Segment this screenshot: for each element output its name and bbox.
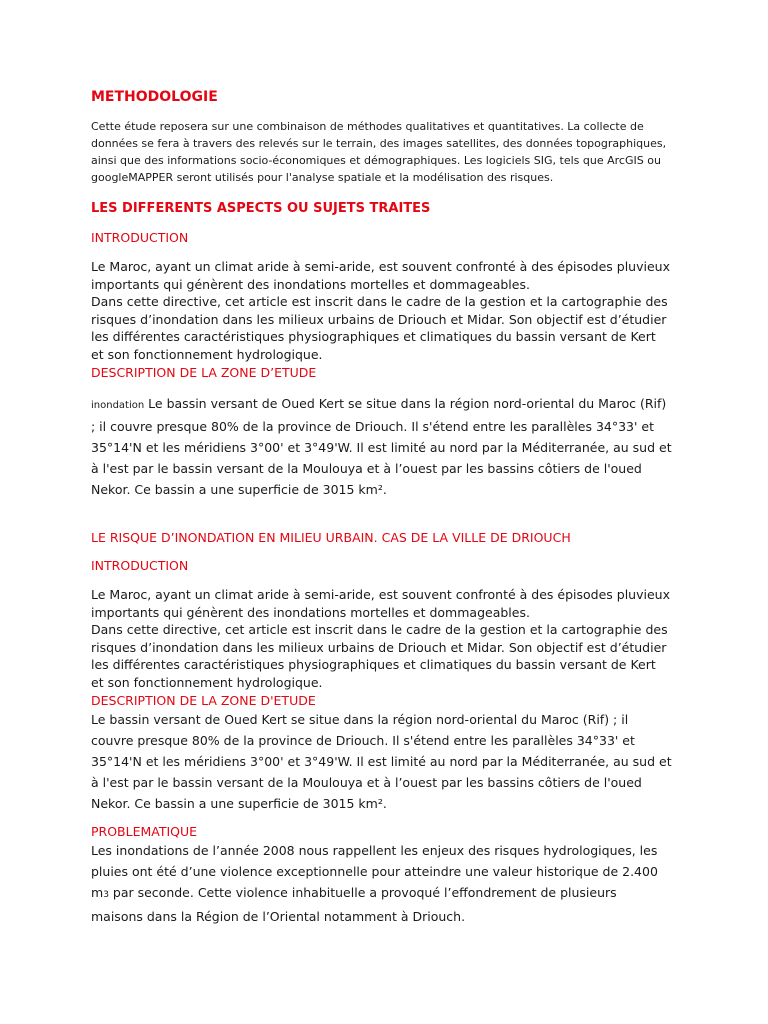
zone-leadin: inondation bbox=[91, 400, 145, 411]
risque-intro-paragraph-2: Dans cette directive, cet article est inscrit dans le cadre de la gestion et la cartographie des risques d’inondation dans les milieux urbains de Driouch et Midar. Son objectif est d’étudier les différentes caractéristiques physiographiques et climatiques du bassin versant de Kert et son fonctionnement hydrologique. bbox=[91, 622, 668, 690]
risque-zone-paragraph: Le bassin versant de Oued Kert se situe dans la région nord-oriental du Maroc (Rif) ; il couvre presque 80% de la province de Driouch. Il s'étend entre les parallèles 34°33' et 35°14'N et les méridiens 3°00' et 3°49'W. Il est limité au nord par la Méditerranée, au sud et à l'est par le bassin versant de la Moulouya et à l’ouest par les bassins côtiers de l'oued Nekor. Ce bassin a une superficie de 3015 km². bbox=[91, 712, 672, 811]
prob-text-b: par seconde. Cette violence inhabituelle a provoqué l’effondrement de plusieurs maisons dans la Région de l’Oriental notamment à Driouch. bbox=[91, 885, 617, 924]
aspects-intro-paragraph-1: Le Maroc, ayant un climat aride à semi-aride, est souvent confronté à des épisodes pluvieux importants qui génèrent des inondations mortelles et dommageables. bbox=[91, 259, 670, 292]
risque-intro-paragraph-1: Le Maroc, ayant un climat aride à semi-aride, est souvent confronté à des épisodes pluvieux importants qui génèrent des inondations mortelles et dommageables. bbox=[91, 587, 670, 620]
aspects-intro-paragraph-2: Dans cette directive, cet article est inscrit dans le cadre de la gestion et la cartographie des risques d’inondation dans les milieux urbains de Driouch et Midar. Son objectif est d’étudier les différentes caractéristiques physiographiques et climatiques du bassin versant de Kert et son fonctionnement hydrologique. bbox=[91, 294, 668, 362]
methodologie-heading: METHODOLOGIE bbox=[91, 89, 218, 105]
aspects-zone-paragraph bbox=[91, 393, 672, 500]
aspects-zone-heading: DESCRIPTION DE LA ZONE D’ETUDE bbox=[91, 365, 317, 380]
methodologie-paragraph: Cette étude reposera sur une combinaison de méthodes qualitatives et quantitatives. La collecte de données se fera à travers des relevés sur le terrain, des images satellites, des données topographiques, ainsi que des informations socio-économiques et démographiques. Les logiciels SIG, tels que ArcGIS ou googleMAPPER seront utilisés pour l'analyse spatiale et la modélisation des risques. bbox=[91, 120, 667, 184]
aspects-heading: LES DIFFERENTS ASPECTS OU SUJETS TRAITES bbox=[91, 201, 431, 216]
zone-text: Le bassin versant de Oued Kert se situe dans la région nord-oriental du Maroc (Rif) ; il couvre presque 80% de la province de Driouch. Il s'étend entre les parallèles 34°33' et 35°14'N et les méridiens 3°00' et 3°49'W. Il est limité au nord par la Méditerranée, au sud et à l'est par le bassin versant de la Moulouya et à l’ouest par les bassins côtiers de l'oued Nekor. Ce bassin a une superficie de 3015 km². bbox=[91, 396, 672, 497]
risque-introduction-heading: INTRODUCTION bbox=[91, 558, 189, 573]
prob-subscript: 3 bbox=[103, 890, 109, 900]
prob-text-a: Les inondations de l’année 2008 nous rappellent les enjeux des risques hydrologiques, les pluies ont été d’une violence exceptionnelle pour atteindre une valeur historique de 2.400 m bbox=[91, 843, 658, 900]
aspects-introduction-heading: INTRODUCTION bbox=[91, 230, 189, 245]
section-spacer bbox=[91, 510, 672, 530]
risque-heading: LE RISQUE D’INONDATION EN MILIEU URBAIN. CAS DE LA VILLE DE DRIOUCH bbox=[91, 530, 571, 545]
problematique-heading: PROBLEMATIQUE bbox=[91, 824, 198, 839]
problematique-paragraph bbox=[91, 840, 672, 927]
risque-zone-heading: DESCRIPTION DE LA ZONE D'ETUDE bbox=[91, 693, 316, 708]
